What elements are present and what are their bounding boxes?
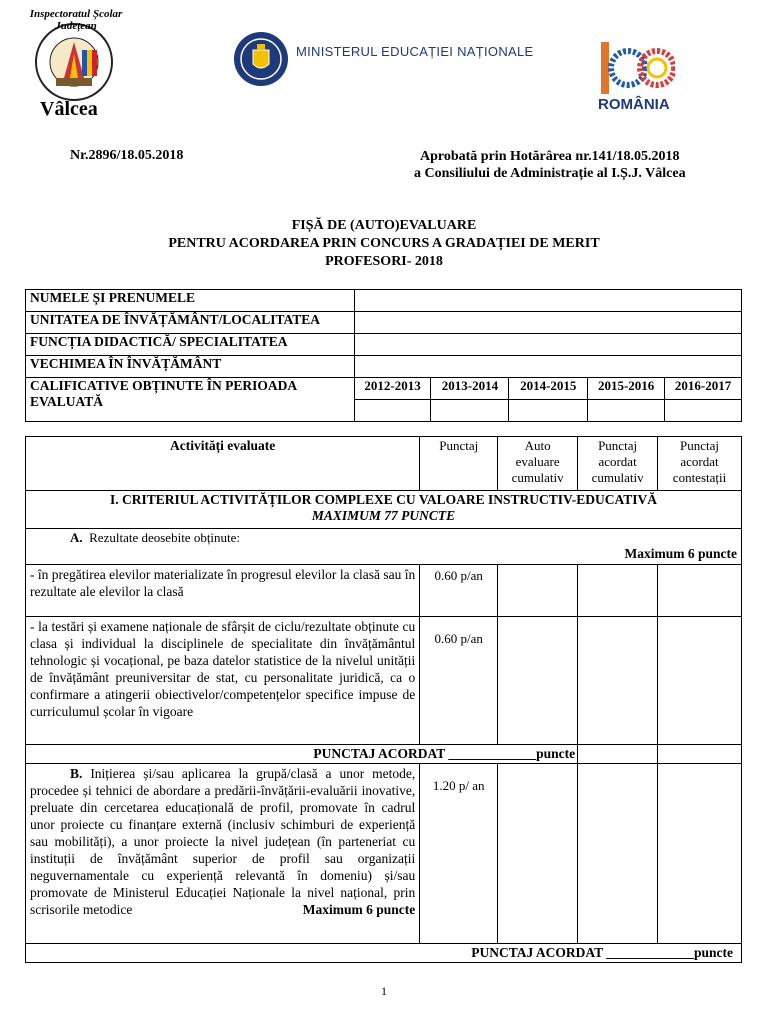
- col-granted-line-2: acordat: [598, 454, 637, 469]
- col-contest-line-1: Punctaj: [680, 438, 720, 453]
- rating-field-2016[interactable]: [665, 400, 742, 422]
- section-a-header: [26, 529, 742, 565]
- approval-line-1: Aprobată prin Hotărârea nr.141/18.05.2018: [420, 149, 680, 164]
- name-field[interactable]: [354, 290, 741, 312]
- unit-field[interactable]: [354, 312, 741, 334]
- ratings-label-line-1: CALIFICATIVE OBȚINUTE ÎN PERIOADA: [30, 378, 298, 393]
- registration-number: Nr.2896/18.05.2018: [70, 148, 184, 163]
- col-granted: [578, 437, 658, 491]
- year-2013: 2013-2014: [431, 378, 509, 400]
- unit-label: UNITATEA DE ÎNVĂȚĂMÂNT/LOCALITATEA: [26, 312, 355, 334]
- section-a-score-granted[interactable]: [578, 745, 658, 764]
- item-a1-granted[interactable]: [578, 565, 658, 617]
- ratings-label-line-2: EVALUATĂ: [30, 394, 104, 409]
- ratings-label: [26, 378, 355, 422]
- item-a2-points: 0.60 p/an: [420, 617, 498, 745]
- page-number: 1: [381, 984, 387, 998]
- approval-line-2: a Consiliului de Administrație al I.Ș.J. Vâlcea: [414, 166, 686, 181]
- title-line-3: PROFESORI- 2018: [325, 254, 443, 269]
- item-a2-text: - la testări și examene naționale de sfârșit de ciclu/rezultate obținute cu clasa și individual la disciplinele de specialitate din învățământul tehnologic și vocațional, pe baza datelor statistice de la nivelul unității de învățământ preuniversitar de stat, cu personalitate juridică, ca o confirmare a atingerii obiectivelor/competențelor specifice impuse de curriculumul școlar în vigoare: [26, 617, 420, 745]
- section-b-points: 1.20 p/ an: [420, 764, 498, 944]
- seniority-field[interactable]: [354, 356, 741, 378]
- year-2012: 2012-2013: [354, 378, 431, 400]
- identity-table: [25, 289, 742, 422]
- item-a1-points: 0.60 p/an: [420, 565, 498, 617]
- col-points: Punctaj: [420, 437, 498, 491]
- function-field[interactable]: [354, 334, 741, 356]
- evaluation-table: [25, 436, 742, 963]
- section-b-letter: B.: [70, 766, 83, 781]
- col-auto-line-1: Auto: [524, 438, 551, 453]
- document-title: [0, 217, 768, 271]
- item-a2-granted[interactable]: [578, 617, 658, 745]
- col-granted-line-1: Punctaj: [598, 438, 638, 453]
- col-auto: [498, 437, 578, 491]
- approval-note: [414, 148, 686, 182]
- col-activities: Activități evaluate: [26, 437, 420, 491]
- section-b-auto[interactable]: [498, 764, 578, 944]
- government-crest-icon: [232, 30, 290, 88]
- rating-field-2014[interactable]: [509, 400, 588, 422]
- section-b-max: Maximum 6 puncte: [302, 902, 416, 917]
- rating-field-2013[interactable]: [431, 400, 509, 422]
- col-contest-line-2: acordat: [680, 454, 719, 469]
- section-a-letter: A.: [70, 530, 83, 545]
- section-a-score-contest[interactable]: [658, 745, 742, 764]
- seniority-label: VECHIMEA ÎN ÎNVĂȚĂMÂNT: [26, 356, 355, 378]
- col-contest-line-3: contestații: [672, 470, 727, 485]
- section-b-granted[interactable]: [578, 764, 658, 944]
- rating-field-2015[interactable]: [588, 400, 665, 422]
- section-a-title: Rezultate deosebite obținute:: [89, 530, 241, 545]
- criterion-title: I. CRITERIUL ACTIVITĂȚILOR COMPLEXE CU VALOARE INSTRUCTIV-EDUCATIVĂ: [110, 492, 657, 507]
- title-line-2: PENTRU ACORDAREA PRIN CONCURS A GRADAȚIEI DE MERIT: [168, 236, 600, 251]
- section-b-score: PUNCTAJ ACORDAT _____________puncte: [26, 944, 742, 963]
- criterion-max: MAXIMUM 77 PUNCTE: [311, 508, 456, 523]
- isj-logo-city: Vâlcea: [40, 98, 98, 120]
- year-2016: 2016-2017: [665, 378, 742, 400]
- col-auto-line-3: cumulativ: [511, 470, 564, 485]
- col-auto-line-2: evaluare: [515, 454, 560, 469]
- ministry-name: MINISTERUL EDUCAȚIEI NAȚIONALE: [296, 44, 534, 59]
- year-2015: 2015-2016: [588, 378, 665, 400]
- criterion-header: [26, 491, 742, 529]
- col-granted-line-3: cumulativ: [591, 470, 644, 485]
- section-a-score: PUNCTAJ ACORDAT _____________puncte: [26, 745, 578, 764]
- centenary-logo-text: ROMÂNIA: [598, 96, 670, 113]
- rating-field-2012[interactable]: [354, 400, 431, 422]
- item-a2-contest[interactable]: [658, 617, 742, 745]
- section-b-description: Inițierea și/sau aplicarea la grupă/clasă a unor metode, procedee și tehnici de abordare a predării-învățării-evaluării inovative, preluate din cercetarea educațională de profil, promovate în cadrul unor proiecte cu finanțare externă (inclusiv schimburi de experiență sau mobilități), a unor proiecte la nivel județean (în parteneriat cu instituții de învățământ superior de profil sau organizații neguvernamentale cu experiență relevantă în domeniu) și/sau promovate de Ministerul Educației Naționale la nivel național, prin scrisorile metodice: [30, 766, 416, 917]
- item-a2-auto[interactable]: [498, 617, 578, 745]
- item-a1-auto[interactable]: [498, 565, 578, 617]
- title-line-1: FIȘĂ DE (AUTO)EVALUARE: [291, 218, 477, 233]
- function-label: FUNCȚIA DIDACTICĂ/ SPECIALITATEA: [26, 334, 355, 356]
- section-b-contest[interactable]: [658, 764, 742, 944]
- section-b-text: [26, 764, 420, 944]
- col-contest: [658, 437, 742, 491]
- item-a1-contest[interactable]: [658, 565, 742, 617]
- name-label: NUMELE ȘI PRENUMELE: [26, 290, 355, 312]
- year-2014: 2014-2015: [509, 378, 588, 400]
- isj-logo-caption: Inspectoratul Școlar Județean: [29, 8, 123, 32]
- item-a1-text: - în pregătirea elevilor materializate în progresul elevilor la clasă sau în rezultate ale elevilor la clasă: [26, 565, 420, 617]
- section-a-max: Maximum 6 puncte: [624, 546, 737, 561]
